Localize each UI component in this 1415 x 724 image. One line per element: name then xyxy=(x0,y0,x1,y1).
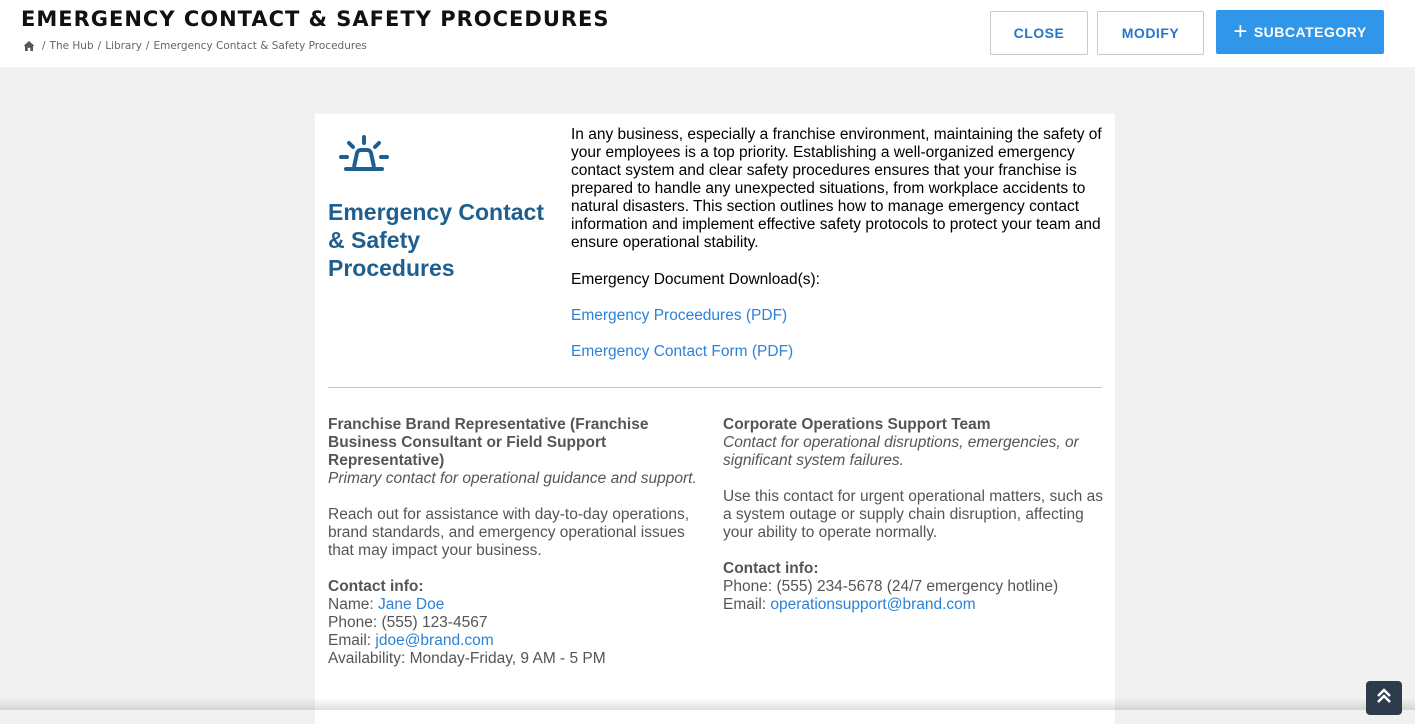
contact-email-link[interactable]: jdoe@brand.com xyxy=(375,632,494,649)
top-bar xyxy=(0,0,1415,67)
card-heading: Emergency Contact & Safety Procedures xyxy=(328,199,545,281)
email-label: Email: xyxy=(723,596,767,613)
downloads-label: Emergency Document Download(s): xyxy=(571,271,820,288)
franchise-rep-contact xyxy=(328,416,708,668)
divider xyxy=(328,387,1102,388)
contact-email-row xyxy=(723,596,1103,614)
contact-phone-row xyxy=(723,578,1103,596)
breadcrumb xyxy=(23,40,367,52)
contact-subtitle: Primary contact for operational guidance and support. xyxy=(328,470,697,487)
close-button[interactable] xyxy=(990,11,1088,55)
page-title: EMERGENCY CONTACT & SAFETY PROCEDURES xyxy=(21,7,610,31)
subcategory-button-label: SUBCATEGORY xyxy=(1253,24,1367,40)
double-chevron-up-icon xyxy=(1376,688,1392,704)
contact-phone-row xyxy=(328,614,708,632)
availability-label: Availability: xyxy=(328,650,406,667)
modify-button[interactable] xyxy=(1097,11,1204,55)
phone-value: (555) 123-4567 xyxy=(381,614,488,631)
contact-info-label: Contact info: xyxy=(328,578,424,595)
modify-button-label: MODIFY xyxy=(1121,25,1180,41)
emergency-procedures-pdf-link[interactable]: Emergency Proceedures (PDF) xyxy=(571,307,788,324)
breadcrumb-separator: / xyxy=(97,40,102,52)
contact-subtitle: Contact for operational disruptions, emergencies, or significant system failures. xyxy=(723,434,1079,469)
intro-paragraph: In any business, especially a franchise environment, maintaining the safety of your employees is a top priority. Establishing a well-organized emergency contact system and clear safety procedures ensures that your franchise is prepared to handle any unexpected situations, from workplace accidents to natural disasters. This section outlines how to manage emergency contact information and implement effective safety protocols to protect your team and ensure operational stability. xyxy=(571,126,1102,251)
phone-value: (555) 234-5678 (24/7 emergency hotline) xyxy=(776,578,1059,595)
contact-availability-row xyxy=(328,650,708,668)
breadcrumb-item-library[interactable]: Library xyxy=(105,40,142,52)
availability-value: Monday-Friday, 9 AM - 5 PM xyxy=(409,650,606,667)
contact-title: Franchise Brand Representative (Franchise Business Consultant or Field Support Representative) xyxy=(328,416,649,469)
breadcrumb-separator: / xyxy=(42,40,46,52)
contact-name-link[interactable]: Jane Doe xyxy=(377,596,445,613)
breadcrumb-item-the-hub[interactable]: The Hub xyxy=(49,40,94,52)
name-label: Name: xyxy=(328,596,374,613)
contact-description: Use this contact for urgent operational matters, such as a system outage or supply chain disruption, affecting your ability to operate normally. xyxy=(723,488,1103,541)
content-card xyxy=(315,114,1115,724)
home-icon[interactable] xyxy=(23,40,35,52)
contact-name-row xyxy=(328,596,708,614)
phone-label: Phone: xyxy=(328,614,378,631)
bottom-shadow xyxy=(0,698,1415,710)
plus-icon: + xyxy=(1233,18,1248,45)
siren-icon xyxy=(338,134,390,176)
add-subcategory-button[interactable] xyxy=(1216,10,1384,54)
emergency-contact-form-pdf-link[interactable]: Emergency Contact Form (PDF) xyxy=(571,343,794,360)
breadcrumb-separator: / xyxy=(145,40,150,52)
breadcrumb-item-current: Emergency Contact & Safety Procedures xyxy=(153,40,367,52)
contact-description: Reach out for assistance with day-to-day operations, brand standards, and emergency operational issues that may impact your business. xyxy=(328,506,689,559)
close-button-label: CLOSE xyxy=(1013,25,1065,41)
contact-info-label: Contact info: xyxy=(723,560,819,577)
contact-email-link[interactable]: operationsupport@brand.com xyxy=(770,596,976,613)
operations-support-contact xyxy=(723,416,1103,614)
phone-label: Phone: xyxy=(723,578,773,595)
contact-email-row xyxy=(328,632,708,650)
contact-title: Corporate Operations Support Team xyxy=(723,416,991,433)
email-label: Email: xyxy=(328,632,372,649)
